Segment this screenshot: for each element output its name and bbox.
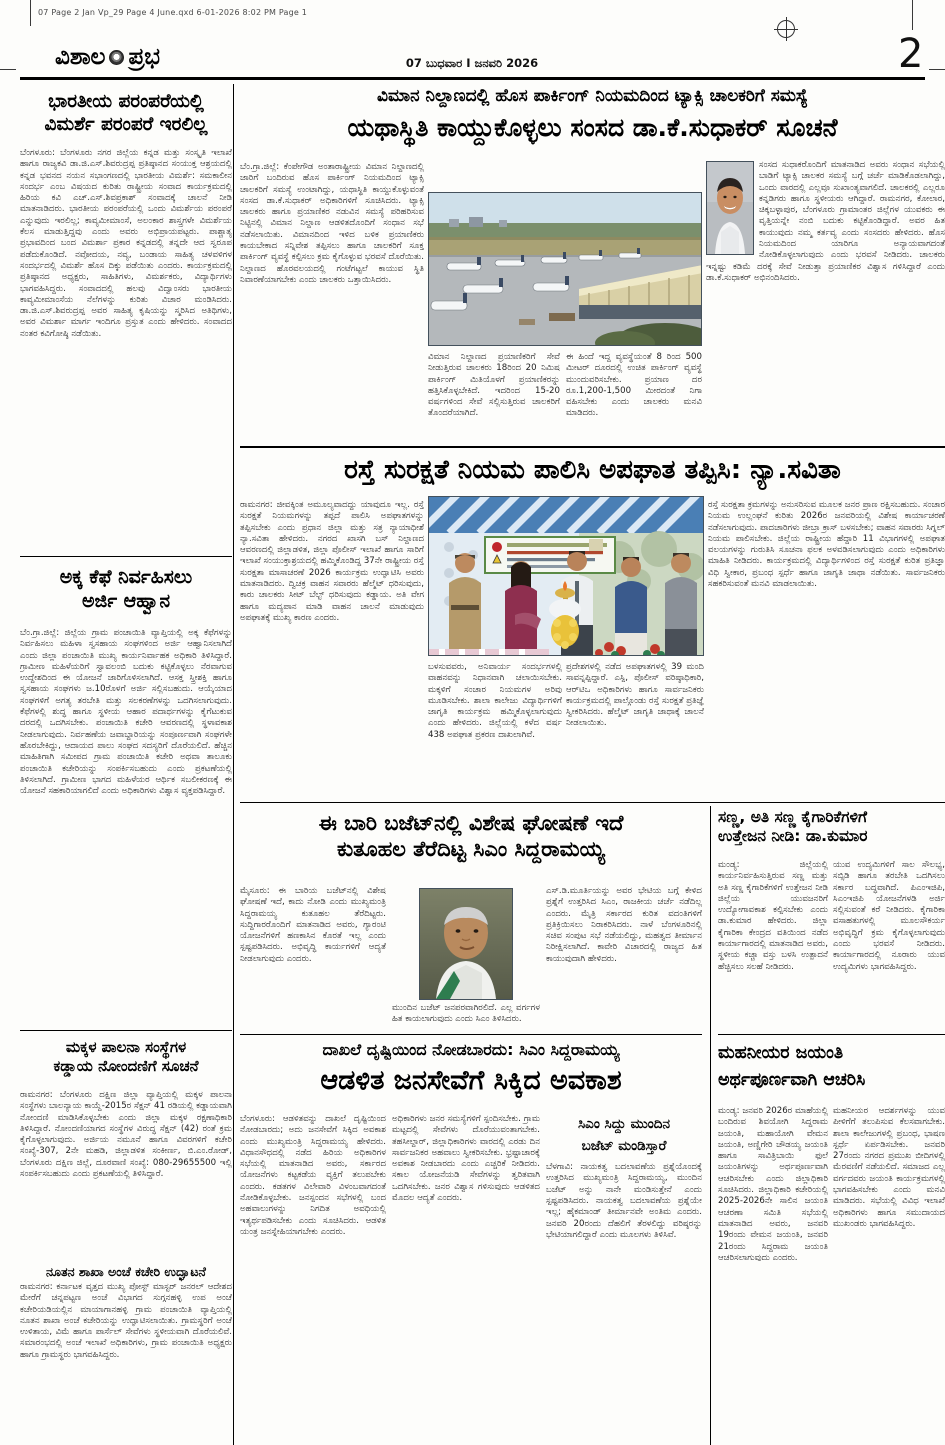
masthead (55, 44, 160, 70)
article-child-care-body: ರಾಮನಗರ: ಬೆಂಗಳೂರು ದಕ್ಷಿಣ ಜಿಲ್ಲಾ ವ್ಯಾಪ್ತಿಯಲ್ಲಿ ಮಕ್ಕಳ ಪಾಲನಾ ಸಂಸ್ಥೆಗಳು ಬಾಲನ್ಯಾಯ ಕಾಯ್ದೆ-2015ರ ಸೆಕ್ಷನ್ 41 ರಡಿಯಲ್ಲಿ ಕಡ್ಡಾಯವಾಗಿ ನೋಂದಣಿ ಮಾಡಿಸಿಕೊಳ್ಳಬೇಕು ಎಂದು ಜಿಲ್ಲಾ ಮಕ್ಕಳ ರಕ್ಷಣಾಧಿಕಾರಿ ತಿಳಿಸಿದ್ದಾರೆ. ನೋಂದಣಿಯಾಗದ ಸಂಸ್ಥೆಗಳ ವಿರುದ್ಧ ಸೆಕ್ಷನ್ (42) ರಂತೆ ಕ್ರಮ ಕೈಗೊಳ್ಳಲಾಗುವುದು. ಅರ್ಜಿಯ ನಮೂನೆ ಹಾಗೂ ವಿವರಗಳಿಗೆ ಕಚೇರಿ ಸಂಖ್ಯೆ-307, 2ನೇ ಮಹಡಿ, ಜಿಲ್ಲಾಡಳಿತ ಸಂಕೀರ್ಣ, ಬಿ.ಎಂ.ರೋಡ್, ಬೆಂಗಳೂರು ದಕ್ಷಿಣ ಜಿಲ್ಲೆ, ದೂರವಾಣಿ ಸಂಖ್ಯೆ: 080-29655500 ಇಲ್ಲಿ ಸಂಪರ್ಕಿಸಬಹುದು ಎಂದು ಪ್ರಕಟಣೆಯಲ್ಲಿ ತಿಳಿಸಿದ್ದಾರೆ. (20, 1090, 232, 1180)
article-budget-col2: ಮುಂದಿನ ಬಜೆಟ್ ಜನಪರವಾಗಿರಲಿದೆ. ಎಲ್ಲ ವರ್ಗಗಳ ಹಿತ ಕಾಯಲಾಗುವುದು ಎಂದು ಸಿಎಂ ತಿಳಿಸಿದರು. (392, 886, 540, 1032)
article-divider (718, 1034, 945, 1035)
article-divider (240, 446, 945, 448)
crop-mark (912, 0, 913, 30)
article-heritage-body: ಬೆಂಗಳೂರು: ಬೆಂಗಳೂರು ನಗರ ಜಿಲ್ಲೆಯ ಕನ್ನಡ ಮತ್ತು ಸಂಸ್ಕೃತಿ ಇಲಾಖೆ ಹಾಗೂ ರಾಜ್ಯಕವಿ ಡಾ.ಜಿ.ಎಸ್.ಶಿವರುದ್ರಪ್ಪ ಪ್ರತಿಷ್ಠಾನದ ಸಂಯುಕ್ತ ಆಶ್ರಯದಲ್ಲಿ ಕನ್ನಡ ಭವನದ ನಯನ ಸಭಾಂಗಣದಲ್ಲಿ ಭಾರತೀಯ ವಿಮರ್ಶೆ: ಸಮಕಾಲೀನ ಸಂದರ್ಭ ಎಂಬ ವಿಷಯದ ಕುರಿತು ರಾಷ್ಟ್ರೀಯ ಸಂವಾದ ಕಾರ್ಯಕ್ರಮದಲ್ಲಿ ಹಿರಿಯ ಕವಿ ಎಚ್.ಎಸ್.ಶಿವಪ್ರಕಾಶ್ ಸಂವಾದಕ್ಕೆ ಚಾಲನೆ ನೀಡಿ ಮಾತನಾಡಿದರು. ಭಾರತೀಯ ಪರಂಪರೆಯಲ್ಲಿ ಒಂದು ವಿಮರ್ಶೆಯ ಪರಂಪರೆ ಎನ್ನುವುದು ಇರಲಿಲ್ಲ; ಕಾವ್ಯಮೀಮಾಂಸೆ, ಅಲಂಕಾರ ಶಾಸ್ತ್ರಗಳೇ ವಿಮರ್ಶೆಯ ಕೆಲಸ ಮಾಡುತ್ತಿದ್ದವು ಎಂದು ಅವರು ಅಭಿಪ್ರಾಯಪಟ್ಟರು. ಪಾಶ್ಚಾತ್ಯ ಪ್ರಭಾವದಿಂದ ಬಂದ ವಿಮರ್ಶಾ ಪ್ರಕಾರ ಕನ್ನಡದಲ್ಲಿ ತನ್ನದೇ ಆದ ಸ್ವರೂಪ ಪಡೆದುಕೊಂಡಿದೆ. ನವೋದಯ, ನವ್ಯ, ಬಂಡಾಯ ಸಾಹಿತ್ಯ ಚಳವಳಿಗಳ ಸಂದರ್ಭದಲ್ಲಿ ವಿಮರ್ಶೆ ಹೊಸ ದಿಕ್ಕು ಪಡೆಯಿತು ಎಂದರು. ಕಾರ್ಯಕ್ರಮದಲ್ಲಿ ಪ್ರತಿಷ್ಠಾನದ ಅಧ್ಯಕ್ಷರು, ಸಾಹಿತಿಗಳು, ವಿಮರ್ಶಕರು, ವಿದ್ಯಾರ್ಥಿಗಳು ಭಾಗವಹಿಸಿದ್ದರು. ಸಂವಾದದಲ್ಲಿ ಹಲವು ವಿದ್ವಾಂಸರು ಭಾರತೀಯ ಕಾವ್ಯಮೀಮಾಂಸೆಯ ನೆಲೆಗಳನ್ನು ಕುರಿತು ವಿಚಾರ ಮಂಡಿಸಿದರು. ಡಾ.ಜಿ.ಎಸ್.ಶಿವರುದ್ರಪ್ಪ ಅವರ ಸಾಹಿತ್ಯ ಕೃಷಿಯನ್ನು ಸ್ಮರಿಸಿದ ಅತಿಥಿಗಳು, ಅವರ ವಿಮರ್ಶಾ ಮಾರ್ಗ ಇಂದಿಗೂ ಪ್ರಸ್ತುತ ಎಂದು ಹೇಳಿದರು. ಸಂವಾದದ ನಂತರ ಕವಿಗೋಷ್ಠಿ ನಡೆಯಿತು. (20, 148, 232, 339)
article-jayanti-col2: ಮಹನೀಯರ ಆದರ್ಶಗಳನ್ನು ಯುವ ಪೀಳಿಗೆಗೆ ತಲುಪಿಸುವ ಕೆಲಸವಾಗಬೇಕು. ಶಾಲಾ ಕಾಲೇಜುಗಳಲ್ಲಿ ಪ್ರಬಂಧ, ಭಾಷಣ ಸ್ಪರ್ಧೆ ಏರ್ಪಡಿಸಬೇಕು. ಜನವರಿ 27ರಂದು ನಗರದ ಪ್ರಮುಖ ಬೀದಿಗಳಲ್ಲಿ ಮೆರವಣಿಗೆ ನಡೆಯಲಿದೆ. ಸಮಾಜದ ಎಲ್ಲ ವರ್ಗದವರು ಜಯಂತಿ ಕಾರ್ಯಕ್ರಮಗಳಲ್ಲಿ ಭಾಗವಹಿಸಬೇಕು ಎಂದು ಮನವಿ ಮಾಡಿದರು. ಸಭೆಯಲ್ಲಿ ವಿವಿಧ ಇಲಾಖೆ ಅಧಿಕಾರಿಗಳು ಹಾಗೂ ಸಮುದಾಯದ ಮುಖಂಡರು ಭಾಗವಹಿಸಿದ್ದರು. (833, 1106, 945, 1229)
column-rule (233, 84, 234, 1445)
article-road-safety-col2: ಬಳಸುವವರು, ಅನಿವಾರ್ಯ ಸಂದರ್ಭಗಳಲ್ಲಿ ವಾಹನವನ್ನು ನಿಧಾನವಾಗಿ ಚಲಾಯಿಸಬೇಕು. ಮಕ್ಕಳಿಗೆ ಸಂಚಾರ ನಿಯಮಗಳ ಅರಿವು ಮೂಡಿಸಬೇಕು. ಶಾಲಾ ಕಾಲೇಜು ವಿದ್ಯಾರ್ಥಿಗಳಿಗೆ ಜಾಗೃತಿ ಕಾರ್ಯಕ್ರಮ ಹಮ್ಮಿಕೊಳ್ಳಲಾಗುವುದು ಎಂದು ಹೇಳಿದರು. ಜಿಲ್ಲೆಯಲ್ಲಿ ಕಳೆದ ವರ್ಷ 438 ಅಪಘಾತ ಪ್ರಕರಣ ದಾಖಲಾಗಿವೆ. (428, 662, 562, 740)
article-governance-col1: ಬೆಂಗಳೂರು: ಆಡಳಿತವನ್ನು ದಾಖಲೆ ದೃಷ್ಟಿಯಿಂದ ನೋಡಬಾರದು; ಅದು ಜನಸೇವೆಗೆ ಸಿಕ್ಕಿದ ಅವಕಾಶ ಎಂದು ಮುಖ್ಯಮಂತ್ರಿ ಸಿದ್ದರಾಮಯ್ಯ ಹೇಳಿದರು. ವಿಧಾನಸೌಧದಲ್ಲಿ ನಡೆದ ಹಿರಿಯ ಅಧಿಕಾರಿಗಳ ಸಭೆಯಲ್ಲಿ ಮಾತನಾಡಿದ ಅವರು, ಸರ್ಕಾರದ ಯೋಜನೆಗಳು ಕಟ್ಟಕಡೆಯ ವ್ಯಕ್ತಿಗೆ ತಲುಪಬೇಕು ಎಂದರು. ಕಡತಗಳ ವಿಲೇವಾರಿ ವಿಳಂಬವಾಗದಂತೆ ನೋಡಿಕೊಳ್ಳಬೇಕು. ಜನಸ್ಪಂದನ ಸಭೆಗಳಲ್ಲಿ ಬಂದ ಅಹವಾಲುಗಳನ್ನು ನಿಗದಿತ ಅವಧಿಯಲ್ಲಿ ಇತ್ಯರ್ಥಪಡಿಸಬೇಕು ಎಂದು ಸೂಚಿಸಿದರು. ಆಡಳಿತ ಯಂತ್ರ ಜನಸ್ನೇಹಿಯಾಗಬೇಕು ಎಂದರು. (240, 1114, 386, 1237)
article-airport-col2: ವಿಮಾನ ನಿಲ್ದಾಣದ ಪ್ರಯಾಣಿಕರಿಗೆ ಸೇವೆ ನೀಡುತ್ತಿರುವ ಚಾಲಕರು 18ರಿಂದ 20 ನಿಮಿಷ ಪಾರ್ಕಿಂಗ್ ಮಿತಿಯೊಳಗೆ ಪ್ರಯಾಣಿಕರನ್ನು ಹತ್ತಿಸಿಕೊಳ್ಳಬೇಕಿದೆ. ಇದರಿಂದ 15-20 ವರ್ಷಗಳಿಂದ ಸೇವೆ ಸಲ್ಲಿಸುತ್ತಿರುವ ಚಾಲಕರಿಗೆ ತೊಂದರೆಯಾಗಿದೆ. (428, 352, 560, 419)
masthead-title-right: ಪ್ರಭ (128, 44, 160, 70)
article-post-office-subhead: ನೂತನ ಶಾಖಾ ಅಂಚೆ ಕಚೇರಿ ಉದ್ಘಾಟನೆ (46, 1264, 206, 1279)
article-airport-col1: ಬೆಂ.ಗ್ರಾ.ಜಿಲ್ಲೆ: ಕೆಂಪೇಗೌಡ ಅಂತಾರಾಷ್ಟ್ರೀಯ ವಿಮಾನ ನಿಲ್ದಾಣದಲ್ಲಿ ಜಾರಿಗೆ ಬಂದಿರುವ ಹೊಸ ಪಾರ್ಕಿಂಗ್ ನಿಯಮದಿಂದ ಟ್ಯಾಕ್ಸಿ ಚಾಲಕರಿಗೆ ಸಮಸ್ಯೆ ಉಂಟಾಗಿದ್ದು, ಯಥಾಸ್ಥಿತಿ ಕಾಯ್ದುಕೊಳ್ಳುವಂತೆ ಸಂಸದ ಡಾ.ಕೆ.ಸುಧಾಕರ್ ಅಧಿಕಾರಿಗಳಿಗೆ ಸೂಚಿಸಿದರು. ಟ್ಯಾಕ್ಸಿ ಚಾಲಕರು ಹಾಗೂ ಪ್ರಯಾಣಿಕರ ನಡುವಿನ ಸಮಸ್ಯೆ ಪರಿಹರಿಸುವ ನಿಟ್ಟಿನಲ್ಲಿ ವಿಮಾನ ನಿಲ್ದಾಣ ಆಡಳಿತದೊಂದಿಗೆ ಸಂಧಾನ ಸಭೆ ನಡೆಸಲಾಯಿತು. ವಿಮಾನದಿಂದ ಇಳಿದ ಬಳಿಕ ಪ್ರಯಾಣಿಕರು ಕಾಯಬೇಕಾದ ಸನ್ನಿವೇಶ ತಪ್ಪಿಸಲು ಹಾಗೂ ಚಾಲಕರಿಗೆ ಸೂಕ್ತ ಪಾರ್ಕಿಂಗ್ ವ್ಯವಸ್ಥೆ ಕಲ್ಪಿಸಲು ಕ್ರಮ ಕೈಗೊಳ್ಳುವ ಭರವಸೆ ದೊರೆಯಿತು. ನಿಲ್ದಾಣದ ಹೊರವಲಯದಲ್ಲಿ ಗಂಟೆಗಟ್ಟಲೆ ಕಾಯುವ ಸ್ಥಿತಿ ನಿವಾರಣೆಯಾಗಬೇಕು ಎಂದು ಚಾಲಕರು ಒತ್ತಾಯಿಸಿದರು. (240, 162, 424, 285)
article-budget-col3: ಎಸ್.ಡಿ.ಮೂರ್ತಿಯನ್ನು ಅವರ ಭೇಟಿಯ ಬಗ್ಗೆ ಕೇಳಿದ ಪ್ರಶ್ನೆಗೆ ಉತ್ತರಿಸಿದ ಸಿಎಂ, ರಾಜಕೀಯ ಚರ್ಚೆ ನಡೆದಿಲ್ಲ ಎಂದರು. ಮೈತ್ರಿ ಸರ್ಕಾರದ ಕುರಿತ ವದಂತಿಗಳಿಗೆ ಪ್ರತಿಕ್ರಿಯಿಸಲು ನಿರಾಕರಿಸಿದರು. ನಾಳೆ ಬೆಂಗಳೂರಿನಲ್ಲಿ ಸಚಿವ ಸಂಪುಟ ಸಭೆ ನಡೆಯಲಿದ್ದು, ಮಹತ್ವದ ತೀರ್ಮಾನ ನಿರೀಕ್ಷಿಸಲಾಗಿದೆ. ಕಾವೇರಿ ವಿಚಾರದಲ್ಲಿ ರಾಜ್ಯದ ಹಿತ ಕಾಯುವುದಾಗಿ ಹೇಳಿದರು. (546, 886, 702, 964)
article-divider (20, 556, 232, 557)
article-road-safety-col1: ರಾಮನಗರ: ಜೀವಕ್ಕಿಂತ ಅಮೂಲ್ಯವಾದದ್ದು ಯಾವುದೂ ಇಲ್ಲ. ರಸ್ತೆ ಸುರಕ್ಷತೆ ನಿಯಮಗಳನ್ನು ತಪ್ಪದೆ ಪಾಲಿಸಿ ಅಪಘಾತಗಳನ್ನು ತಪ್ಪಿಸಬೇಕು ಎಂದು ಪ್ರಧಾನ ಜಿಲ್ಲಾ ಮತ್ತು ಸತ್ರ ನ್ಯಾಯಾಧೀಶೆ ನ್ಯಾ.ಸವಿತಾ ಹೇಳಿದರು. ನಗರದ ಖಾಸಗಿ ಬಸ್ ನಿಲ್ದಾಣದ ಆವರಣದಲ್ಲಿ ಜಿಲ್ಲಾಡಳಿತ, ಜಿಲ್ಲಾ ಪೊಲೀಸ್ ಇಲಾಖೆ ಹಾಗೂ ಸಾರಿಗೆ ಇಲಾಖೆ ಸಂಯುಕ್ತಾಶ್ರಯದಲ್ಲಿ ಹಮ್ಮಿಕೊಂಡಿದ್ದ 37ನೇ ರಾಷ್ಟ್ರೀಯ ರಸ್ತೆ ಸುರಕ್ಷತಾ ಮಾಸಾಚರಣೆ 2026 ಕಾರ್ಯಕ್ರಮ ಉದ್ಘಾಟಿಸಿ ಅವರು ಮಾತನಾಡಿದರು. ದ್ವಿಚಕ್ರ ವಾಹನ ಸವಾರರು ಹೆಲ್ಮೆಟ್ ಧರಿಸುವುದು, ಕಾರು ಚಾಲಕರು ಸೀಟ್ ಬೆಲ್ಟ್ ಧರಿಸುವುದು ಕಡ್ಡಾಯ. ಅತಿ ವೇಗ ಹಾಗೂ ಮದ್ಯಪಾನ ಮಾಡಿ ವಾಹನ ಚಾಲನೆ ಮಾಡುವುದು ಅಪಘಾತಕ್ಕೆ ಮುಖ್ಯ ಕಾರಣ ಎಂದರು. (240, 500, 424, 623)
article-divider (240, 1034, 702, 1035)
siddaramaiah-portrait-photo (419, 888, 513, 1000)
article-post-office-body: ರಾಮನಗರ: ಕರ್ನಾಟಕ ವೃತ್ತದ ಮುಖ್ಯ ಪೋಸ್ಟ್ ಮಾಸ್ಟರ್ ಜನರಲ್ ಆದೇಶದ ಮೇರೆಗೆ ಚನ್ನಪಟ್ಟಣ ಅಂಚೆ ವಿಭಾಗದ ಸುಗ್ಗನಹಳ್ಳಿ ಉಪ ಅಂಚೆ ಕಚೇರಿಯಡಿಯಲ್ಲಿನ ಮಾಯಾಗಾನಹಳ್ಳಿ ಗ್ರಾಮ ಪಂಚಾಯಿತಿ ವ್ಯಾಪ್ತಿಯಲ್ಲಿ ನೂತನ ಶಾಖಾ ಅಂಚೆ ಕಚೇರಿಯನ್ನು ಉದ್ಘಾಟಿಸಲಾಯಿತು. ಗ್ರಾಮಸ್ಥರಿಗೆ ಅಂಚೆ ಉಳಿತಾಯ, ವಿಮೆ ಹಾಗೂ ಪಾರ್ಸೆಲ್ ಸೇವೆಗಳು ಸ್ಥಳೀಯವಾಗಿ ದೊರೆಯಲಿವೆ. ಸಮಾರಂಭದಲ್ಲಿ ಅಂಚೆ ಇಲಾಖೆ ಅಧಿಕಾರಿಗಳು, ಗ್ರಾಮ ಪಂಚಾಯಿತಿ ಅಧ್ಯಕ್ಷರು ಹಾಗೂ ಗ್ರಾಮಸ್ಥರು ಭಾಗವಹಿಸಿದ್ದರು. (20, 1282, 232, 1360)
airport-tarmac-photo (428, 192, 702, 346)
article-governance-col2: ಅಧಿಕಾರಿಗಳು ಜನರ ಸಮಸ್ಯೆಗಳಿಗೆ ಸ್ಪಂದಿಸಬೇಕು. ಗ್ರಾಮ ಮಟ್ಟದಲ್ಲಿ ಸೇವೆಗಳು ದೊರೆಯುವಂತಾಗಬೇಕು. ತಹಸೀಲ್ದಾರ್, ಜಿಲ್ಲಾಧಿಕಾರಿಗಳು ವಾರದಲ್ಲಿ ಎರಡು ದಿನ ಸಾರ್ವಜನಿಕರ ಅಹವಾಲು ಸ್ವೀಕರಿಸಬೇಕು. ಭ್ರಷ್ಟಾಚಾರಕ್ಕೆ ಅವಕಾಶ ನೀಡಬಾರದು ಎಂದು ಎಚ್ಚರಿಕೆ ನೀಡಿದರು. ಸಕಾಲ ಯೋಜನೆಯಡಿ ಸೇವೆಗಳನ್ನು ತ್ವರಿತವಾಗಿ ಒದಗಿಸಬೇಕು. ಜನರ ವಿಶ್ವಾಸ ಗಳಿಸುವುದು ಆಡಳಿತದ ಮೊದಲ ಆದ್ಯತೆ ಎಂದರು. (392, 1114, 540, 1204)
article-airport-col4: ಸಂಸದ ಸುಧಾಕರೊಂದಿಗೆ ಮಾತನಾಡಿದ ಅವರು ಸಂಧಾನ ಸಭೆಯಲ್ಲಿ ಬಾಡಿಗೆ ಟ್ಯಾಕ್ಸಿ ಚಾಲಕರ ಸಮಸ್ಯೆ ಬಗ್ಗೆ ಚರ್ಚೆ ಮಾಡಿಕೊಡಲಾಗಿದ್ದು, ಒಂದು ವಾರದಲ್ಲಿ ಎಲ್ಲವೂ ಸುಖಾಂತ್ಯವಾಗಲಿದೆ. ಚಾಲಕರಲ್ಲಿ ಎಲ್ಲರೂ ಕನ್ನಡಿಗರು ಹಾಗೂ ಸ್ಥಳೀಯರು ಆಗಿದ್ದಾರೆ. ರಾಮನಗರ, ಕೋಲಾರ, ಚಿಕ್ಕಬಳ್ಳಾಪುರ, ಬೆಂಗಳೂರು ಗ್ರಾಮಾಂತರ ಜಿಲ್ಲೆಗಳ ಯುವಕರು ಈ ವೃತ್ತಿಯನ್ನೇ ನಂಬಿ ಬದುಕು ಕಟ್ಟಿಕೊಂಡಿದ್ದಾರೆ. ಅವರ ಹಿತ ಕಾಯುವುದು ನಮ್ಮ ಕರ್ತವ್ಯ ಎಂದು ಸಂಸದರು ಹೇಳಿದರು. ಹೊಸ ನಿಯಮದಿಂದ ಯಾರಿಗೂ ಅನ್ಯಾಯವಾಗದಂತೆ ನೋಡಿಕೊಳ್ಳಲಾಗುವುದು ಎಂದು ಭರವಸೆ ನೀಡಿದರು. ಚಾಲಕರು ಇನ್ನಷ್ಟು ಕಡಿಮೆ ದರಕ್ಕೆ ಸೇವೆ ನೀಡುತ್ತಾ ಪ್ರಯಾಣಿಕರ ವಿಶ್ವಾಸ ಗಳಿಸಿದ್ದಾರೆ ಎಂದು ಡಾ.ಕೆ.ಸುಧಾಕರ್ ಅಭಿನಂದಿಸಿದರು. (706, 160, 945, 283)
article-child-care-headline: ಮಕ್ಕಳ ಪಾಲನಾ ಸಂಸ್ಥೆಗಳ ಕಡ್ಡಾಯ ನೋಂದಣಿಗೆ ಸೂಚನೆ (53, 1038, 199, 1075)
sudhakar-portrait-photo (706, 161, 754, 255)
article-road-safety-col4: ರಸ್ತೆ ಸುರಕ್ಷತಾ ಕ್ರಮಗಳನ್ನು ಅನುಸರಿಸುವ ಮೂಲಕ ಜನರ ಪ್ರಾಣ ರಕ್ಷಿಸಬಹುದು. ಸಂಚಾರ ನಿಯಮ ಉಲ್ಲಂಘನೆ ಕುರಿತು 2026ರ ಜನವರಿಯಲ್ಲಿ ವಿಶೇಷ ಕಾರ್ಯಾಚರಣೆ ನಡೆಸಲಾಗುವುದು. ಪಾದಚಾರಿಗಳು ಜೀಬ್ರಾ ಕ್ರಾಸ್ ಬಳಸಬೇಕು; ವಾಹನ ಸವಾರರು ಸಿಗ್ನಲ್ ನಿಯಮ ಪಾಲಿಸಬೇಕು. ಜಿಲ್ಲೆಯ ರಾಷ್ಟ್ರೀಯ ಹೆದ್ದಾರಿ 11 ವಿಭಾಗಗಳಲ್ಲಿ ಅಪಘಾತ ವಲಯಗಳನ್ನು ಗುರುತಿಸಿ ಸೂಚನಾ ಫಲಕ ಅಳವಡಿಸಲಾಗುವುದು ಎಂದು ಅಧಿಕಾರಿಗಳು ಮಾಹಿತಿ ನೀಡಿದರು. ಕಾರ್ಯಕ್ರಮದಲ್ಲಿ ವಿದ್ಯಾರ್ಥಿಗಳಿಂದ ರಸ್ತೆ ಸುರಕ್ಷತೆ ಕುರಿತ ಪ್ರತಿಜ್ಞಾ ವಿಧಿ ಸ್ವೀಕಾರ, ಪ್ರಬಂಧ ಸ್ಪರ್ಧೆ ಹಾಗೂ ಜಾಗೃತಿ ಜಾಥಾ ನಡೆಯಿತು. ಸಾರ್ವಜನಿಕರು ಸಹಕರಿಸುವಂತೆ ಮನವಿ ಮಾಡಲಾಯಿತು. (708, 500, 945, 590)
edition-dateline: 07 ಬುಧವಾರ I ಜನವರಿ 2026 (405, 56, 539, 70)
masthead-emblem-icon (109, 50, 124, 65)
article-jayanti-headline: ಮಹನೀಯರ ಜಯಂತಿ ಅರ್ಥಪೂರ್ಣವಾಗಿ ಆಚರಿಸಿ (718, 1043, 866, 1091)
crop-mark (929, 69, 945, 70)
article-divider (20, 1030, 232, 1031)
article-governance-col3: ಸಿಎಂ ಸಿದ್ದು ಮುಂದಿನ ಬಜೆಟ್ ಮಂಡಿಸ್ತಾರೆ ಬೆಳಗಾವಿ: ನಾಯಕತ್ವ ಬದಲಾವಣೆಯ ಪ್ರಶ್ನೆಯೊಂದಕ್ಕೆ ಉತ್ತರಿಸಿದ ಮುಖ್ಯಮಂತ್ರಿ ಸಿದ್ದರಾಮಯ್ಯ, ಮುಂದಿನ ಬಜೆಟ್ ಅನ್ನು ನಾನೇ ಮಂಡಿಸುತ್ತೇನೆ ಎಂದು ಸ್ಪಷ್ಟಪಡಿಸಿದರು. ನಾಯಕತ್ವ ಬದಲಾವಣೆಯ ಪ್ರಶ್ನೆಯೇ ಇಲ್ಲ; ಹೈಕಮಾಂಡ್ ತೀರ್ಮಾನವೇ ಅಂತಿಮ ಎಂದರು. ಜನವರಿ 20ರಂದು ದೆಹಲಿಗೆ ತೆರಳಲಿದ್ದು ವರಿಷ್ಠರನ್ನು ಭೇಟಿಯಾಗಲಿದ್ದಾರೆ ಎಂದು ಮೂಲಗಳು ತಿಳಿಸಿವೆ. (546, 1116, 702, 1240)
article-budget-headline: ಈ ಬಾರಿ ಬಜೆಟ್‌ನಲ್ಲಿ ವಿಶೇಷ ಘೋಷಣೆ ಇದೆ ಕುತೂಹಲ ತೆರೆದಿಟ್ಟ ಸಿಎಂ ಸಿದ್ದರಾಮಯ್ಯ (318, 811, 624, 862)
article-heritage-headline: ಭಾರತೀಯ ಪರಂಪರೆಯಲ್ಲಿ ವಿಮರ್ಶೆ ಪರಂಪರೆ ಇರಲಿಲ್ಲ (44, 91, 208, 136)
print-file-line: 07 Page 2 Jan Vp_29 Page 4 June.qxd 6-01-2026 8:02 PM Page 1 (38, 8, 308, 17)
article-industries-col1: ಮಂಡ್ಯ: ಜಿಲ್ಲೆಯಲ್ಲಿ ಕಾರ್ಯನಿರ್ವಹಿಸುತ್ತಿರುವ ಸಣ್ಣ ಮತ್ತು ಅತಿ ಸಣ್ಣ ಕೈಗಾರಿಕೆಗಳಿಗೆ ಉತ್ತೇಜನ ನೀಡಿ ಜಿಲ್ಲೆಯ ಯುವಜನರಿಗೆ ಉದ್ಯೋಗಾವಕಾಶ ಕಲ್ಪಿಸಬೇಕು ಎಂದು ಡಾ.ಕುಮಾರ ಹೇಳಿದರು. ಜಿಲ್ಲಾ ಕೈಗಾರಿಕಾ ಕೇಂದ್ರದ ವತಿಯಿಂದ ನಡೆದ ಕಾರ್ಯಾಗಾರದಲ್ಲಿ ಮಾತನಾಡಿದ ಅವರು, ಸ್ಥಳೀಯ ಕಚ್ಚಾ ವಸ್ತು ಬಳಸಿ ಉತ್ಪಾದನೆ ಹೆಚ್ಚಿಸಲು ಸಲಹೆ ನೀಡಿದರು. (718, 860, 828, 972)
article-divider (240, 802, 945, 803)
header-rule (20, 77, 925, 80)
article-akka-cafe-body: ಬೆಂ.ಗ್ರಾ.ಜಿಲ್ಲೆ: ಜಿಲ್ಲೆಯ ಗ್ರಾಮ ಪಂಚಾಯಿತಿ ವ್ಯಾಪ್ತಿಯಲ್ಲಿ ಅಕ್ಕ ಕೆಫೆಗಳನ್ನು ನಿರ್ವಹಿಸಲು ಮಹಿಳಾ ಸ್ವಸಹಾಯ ಸಂಘಗಳಿಂದ ಅರ್ಜಿ ಆಹ್ವಾನಿಸಲಾಗಿದೆ ಎಂದು ಜಿಲ್ಲಾ ಪಂಚಾಯಿತಿ ಮುಖ್ಯ ಕಾರ್ಯನಿರ್ವಾಹಕ ಅಧಿಕಾರಿ ತಿಳಿಸಿದ್ದಾರೆ. ಗ್ರಾಮೀಣ ಮಹಿಳೆಯರಿಗೆ ಸ್ವಾವಲಂಬಿ ಬದುಕು ಕಟ್ಟಿಕೊಳ್ಳಲು ನೆರವಾಗುವ ಉದ್ದೇಶದಿಂದ ಈ ಯೋಜನೆ ಜಾರಿಗೊಳಿಸಲಾಗಿದೆ. ಆಸಕ್ತ ಸ್ತ್ರೀಶಕ್ತಿ ಹಾಗೂ ಸ್ವಸಹಾಯ ಸಂಘಗಳು ಜ.10ರೊಳಗೆ ಅರ್ಜಿ ಸಲ್ಲಿಸಬಹುದು. ಆಯ್ಕೆಯಾದ ಸಂಘಗಳಿಗೆ ಅಗತ್ಯ ತರಬೇತಿ ಮತ್ತು ಸಲಕರಣೆಗಳನ್ನು ಒದಗಿಸಲಾಗುವುದು. ಕೆಫೆಗಳಲ್ಲಿ ಶುದ್ಧ ಹಾಗೂ ಸ್ಥಳೀಯ ಆಹಾರ ಪದಾರ್ಥಗಳನ್ನು ಕೈಗೆಟುಕುವ ದರದಲ್ಲಿ ಒದಗಿಸಬೇಕು. ಪಂಚಾಯಿತಿ ಕಚೇರಿ ಆವರಣದಲ್ಲಿ ಸ್ಥಳಾವಕಾಶ ನೀಡಲಾಗುವುದು. ನಿರ್ವಹಣೆಯ ಜವಾಬ್ದಾರಿಯನ್ನು ಸಂಪೂರ್ಣವಾಗಿ ಸಂಘಗಳೇ ಹೊರಬೇಕಿದ್ದು, ಆದಾಯದ ಪಾಲು ಸಂಘದ ಸದಸ್ಯರಿಗೆ ದೊರೆಯಲಿದೆ. ಹೆಚ್ಚಿನ ಮಾಹಿತಿಗಾಗಿ ಸಮೀಪದ ಗ್ರಾಮ ಪಂಚಾಯಿತಿ ಕಚೇರಿ ಅಥವಾ ತಾಲೂಕು ಪಂಚಾಯಿತಿ ಕಚೇರಿಯನ್ನು ಸಂಪರ್ಕಿಸಬಹುದು ಎಂದು ಪ್ರಕಟಣೆಯಲ್ಲಿ ತಿಳಿಸಲಾಗಿದೆ. ಗ್ರಾಮೀಣ ಭಾಗದ ಮಹಿಳೆಯರ ಆರ್ಥಿಕ ಸಬಲೀಕರಣಕ್ಕೆ ಈ ಯೋಜನೆ ಸಹಕಾರಿಯಾಗಲಿದೆ ಎಂದು ಅಧಿಕಾರಿಗಳು ವಿಶ್ವಾಸ ವ್ಯಕ್ತಪಡಿಸಿದ್ದಾರೆ. (20, 628, 232, 797)
article-budget-col1: ಮೈಸೂರು: ಈ ಬಾರಿಯ ಬಜೆಟ್‌ನಲ್ಲಿ ವಿಶೇಷ ಘೋಷಣೆ ಇದೆ, ಕಾದು ನೋಡಿ ಎಂದು ಮುಖ್ಯಮಂತ್ರಿ ಸಿದ್ದರಾಮಯ್ಯ ಕುತೂಹಲ ತೆರೆದಿಟ್ಟರು. ಸುದ್ದಿಗಾರರೊಂದಿಗೆ ಮಾತನಾಡಿದ ಅವರು, ಗ್ಯಾರಂಟಿ ಯೋಜನೆಗಳಿಗೆ ಹಣಕಾಸಿನ ಕೊರತೆ ಇಲ್ಲ ಎಂದು ಸ್ಪಷ್ಟಪಡಿಸಿದರು. ಅಭಿವೃದ್ಧಿ ಕಾರ್ಯಗಳಿಗೆ ಆದ್ಯತೆ ನೀಡಲಾಗುವುದು ಎಂದರು. (240, 886, 386, 964)
registration-mark-icon (777, 20, 795, 38)
article-industries-col2: ಯುವ ಉದ್ಯಮಿಗಳಿಗೆ ಸಾಲ ಸೌಲಭ್ಯ, ಸಬ್ಸಿಡಿ ಹಾಗೂ ತರಬೇತಿ ಒದಗಿಸಲು ಸರ್ಕಾರ ಬದ್ಧವಾಗಿದೆ. ಪಿಎಂಇಜಿಪಿ, ಸಿಎಂಇಜಿಪಿ ಯೋಜನೆಗಳಡಿ ಅರ್ಜಿ ಸಲ್ಲಿಸುವಂತೆ ಕರೆ ನೀಡಿದರು. ಕೈಗಾರಿಕಾ ವಸಾಹತುಗಳಲ್ಲಿ ಮೂಲಸೌಕರ್ಯ ಅಭಿವೃದ್ಧಿಗೆ ಕ್ರಮ ಕೈಗೊಳ್ಳಲಾಗುವುದು ಎಂದು ಭರವಸೆ ನೀಡಿದರು. ಕಾರ್ಯಾಗಾರದಲ್ಲಿ ನೂರಾರು ಯುವ ಉದ್ಯಮಿಗಳು ಭಾಗವಹಿಸಿದ್ದರು. (833, 860, 945, 972)
article-jayanti-col1: ಮಂಡ್ಯ: ಜನವರಿ 2026ರ ಮಾಹೆಯಲ್ಲಿ ಬಂದಿರುವ ಶಿವಯೋಗಿ ಸಿದ್ದರಾಮ ಜಯಂತಿ, ಮಹಾಯೋಗಿ ವೇಮನ ಜಯಂತಿ, ಅಣ್ಣಿಗೇರಿ ಚೌಡಯ್ಯ ಜಯಂತಿ ಹಾಗೂ ಸಾವಿತ್ರಿಬಾಯಿ ಫುಲೆ ಜಯಂತಿಗಳನ್ನು ಅರ್ಥಪೂರ್ಣವಾಗಿ ಆಚರಿಸಬೇಕು ಎಂದು ಜಿಲ್ಲಾಧಿಕಾರಿ ಸೂಚಿಸಿದರು. ಜಿಲ್ಲಾಧಿಕಾರಿ ಕಚೇರಿಯಲ್ಲಿ 2025-2026ನೇ ಸಾಲಿನ ಜಯಂತಿ ಆಚರಣಾ ಸಮಿತಿ ಸಭೆಯಲ್ಲಿ ಮಾತನಾಡಿದ ಅವರು, ಜನವರಿ 19ರಂದು ವೇಮನ ಜಯಂತಿ, ಜನವರಿ 21ರಂದು ಸಿದ್ದರಾಮ ಜಯಂತಿ ಆಚರಿಸಲಾಗುವುದು ಎಂದರು. (718, 1106, 828, 1263)
road-safety-event-photo (428, 496, 704, 656)
masthead-title-left: ವಿಶಾಲ (55, 44, 106, 70)
article-road-safety-headline: ರಸ್ತೆ ಸುರಕ್ಷತೆ ನಿಯಮ ಪಾಲಿಸಿ ಅಪಘಾತ ತಪ್ಪಿಸಿ: ನ್ಯಾ.ಸವಿತಾ (344, 455, 841, 485)
crop-mark (0, 69, 16, 70)
article-akka-cafe-headline: ಅಕ್ಕ ಕೆಫೆ ನಿರ್ವಹಿಸಲು ಅರ್ಜಿ ಆಹ್ವಾನ (59, 566, 193, 612)
article-governance-subhead: ಸಿಎಂ ಸಿದ್ದು ಮುಂದಿನ ಬಜೆಟ್ ಮಂಡಿಸ್ತಾರೆ (578, 1116, 670, 1154)
article-airport-col3: ಈ ಹಿಂದೆ ಇದ್ದ ವ್ಯವಸ್ಥೆಯಂತೆ 8 ರಿಂದ 500 ಮೀಟರ್ ದೂರದಲ್ಲಿ ಉಚಿತ ಪಾರ್ಕಿಂಗ್ ವ್ಯವಸ್ಥೆ ಮುಂದುವರಿಸಬೇಕು. ಪ್ರಯಾಣ ದರ ರೂ.1,200-1,500 ಮೀರದಂತೆ ನಿಗಾ ವಹಿಸಬೇಕು ಎಂದು ಚಾಲಕರು ಮನವಿ ಮಾಡಿದರು. (566, 352, 702, 419)
article-airport-kicker: ವಿಮಾನ ನಿಲ್ದಾಣದಲ್ಲಿ ಹೊಸ ಪಾರ್ಕಿಂಗ್ ನಿಯಮದಿಂದ ಟ್ಯಾಕ್ಸಿ ಚಾಲಕರಿಗೆ ಸಮಸ್ಯೆ (377, 86, 808, 106)
page-number: 2 (898, 31, 924, 77)
column-rule (710, 806, 711, 1445)
article-governance-headline: ಆಡಳಿತ ಜನಸೇವೆಗೆ ಸಿಕ್ಕಿದ ಅವಕಾಶ (320, 1065, 622, 1096)
article-airport-headline: ಯಥಾಸ್ಥಿತಿ ಕಾಯ್ದುಕೊಳ್ಳಲು ಸಂಸದ ಡಾ.ಕೆ.ಸುಧಾಕರ್ ಸೂಚನೆ (347, 113, 838, 142)
article-road-safety-col3: ಪ್ರದೇಶಗಳಲ್ಲಿ ನಡೆದ ಅಪಘಾತಗಳಲ್ಲಿ 39 ಮಂದಿ ಸಾವನ್ನಪ್ಪಿದ್ದಾರೆ. ಎಸ್ಪಿ, ಪೊಲೀಸ್ ವರಿಷ್ಠಾಧಿಕಾರಿ, ಆರ್‌ಟಿಒ ಅಧಿಕಾರಿಗಳು ಹಾಗೂ ಸಾರ್ವಜನಿಕರು ಕಾರ್ಯಕ್ರಮದಲ್ಲಿ ಪಾಲ್ಗೊಂಡು ರಸ್ತೆ ಸುರಕ್ಷತೆ ಪ್ರತಿಜ್ಞೆ ಸ್ವೀಕರಿಸಿದರು. ಹೆಲ್ಮೆಟ್ ಜಾಗೃತಿ ಜಾಥಾಕ್ಕೆ ಚಾಲನೆ ನೀಡಲಾಯಿತು. (566, 662, 704, 729)
crop-mark (30, 0, 31, 26)
article-industries-headline: ಸಣ್ಣ, ಅತಿ ಸಣ್ಣ ಕೈಗಾರಿಕೆಗಳಿಗೆ ಉತ್ತೇಜನ ನೀಡಿ: ಡಾ.ಕುಮಾರ (718, 808, 868, 846)
article-governance-kicker: ದಾಖಲೆ ದೃಷ್ಟಿಯಿಂದ ನೋಡಬಾರದು: ಸಿಎಂ ಸಿದ್ದರಾಮಯ್ಯ (322, 1040, 620, 1059)
